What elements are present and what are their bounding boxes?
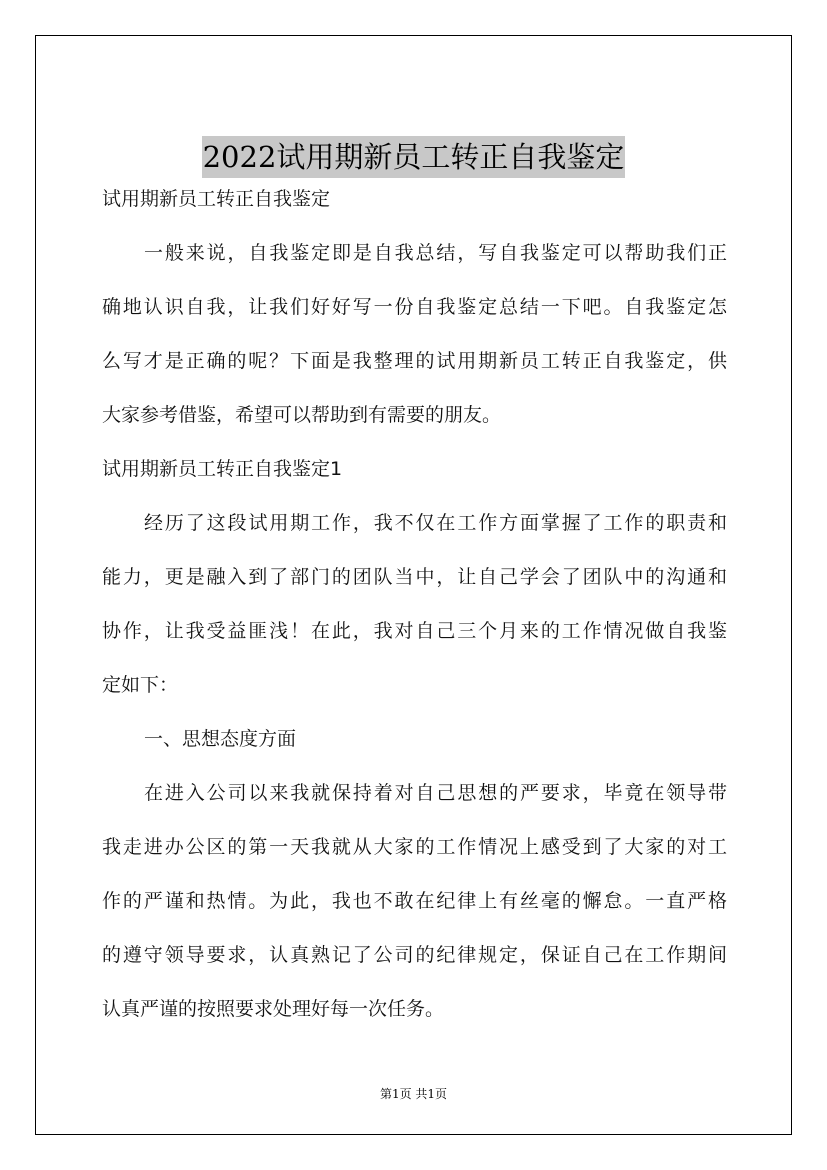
text-line: 么写才是正确的呢？下面是我整理的试用期新员工转正自我鉴定，供 [102, 350, 727, 372]
text-line: 经历了这段试用期工作，我不仅在工作方面掌握了工作的职责和 [144, 512, 727, 534]
text-line: 在进入公司以来我就保持着对自己思想的严要求，毕竟在领导带 [144, 782, 727, 804]
text-line: 认真严谨的按照要求处理好每一次任务。 [102, 998, 445, 1020]
text-line: 确地认识自我，让我们好好写一份自我鉴定总结一下吧。自我鉴定怎 [102, 296, 727, 318]
text-line: 作的严谨和热情。为此，我也不敢在纪律上有丝毫的懈怠。一直严格 [102, 890, 727, 912]
text-line: 能力，更是融入到了部门的团队当中，让自己学会了团队中的沟通和 [102, 566, 727, 588]
text-line: 一、思想态度方面 [144, 728, 297, 750]
text-line: 一般来说，自我鉴定即是自我总结，写自我鉴定可以帮助我们正 [144, 242, 727, 264]
page-footer: 第1页 共1页 [379, 1087, 448, 1101]
text-line: 大家参考借鉴，希望可以帮助到有需要的朋友。 [102, 404, 502, 426]
text-line: 定如下： [102, 674, 179, 696]
text-line: 协作，让我受益匪浅！在此，我对自己三个月来的工作情况做自我鉴 [102, 620, 727, 642]
text-line: 我走进办公区的第一天我就从大家的工作情况上感受到了大家的对工 [102, 836, 727, 858]
text-line: 试用期新员工转正自我鉴定 [102, 188, 331, 210]
text-line: 试用期新员工转正自我鉴定1 [102, 458, 343, 480]
text-line: 的遵守领导要求，认真熟记了公司的纪律规定，保证自己在工作期间 [102, 944, 727, 966]
document-title: 2022试用期新员工转正自我鉴定 [202, 136, 626, 178]
document-page [35, 35, 792, 1135]
document-body [102, 172, 727, 1036]
